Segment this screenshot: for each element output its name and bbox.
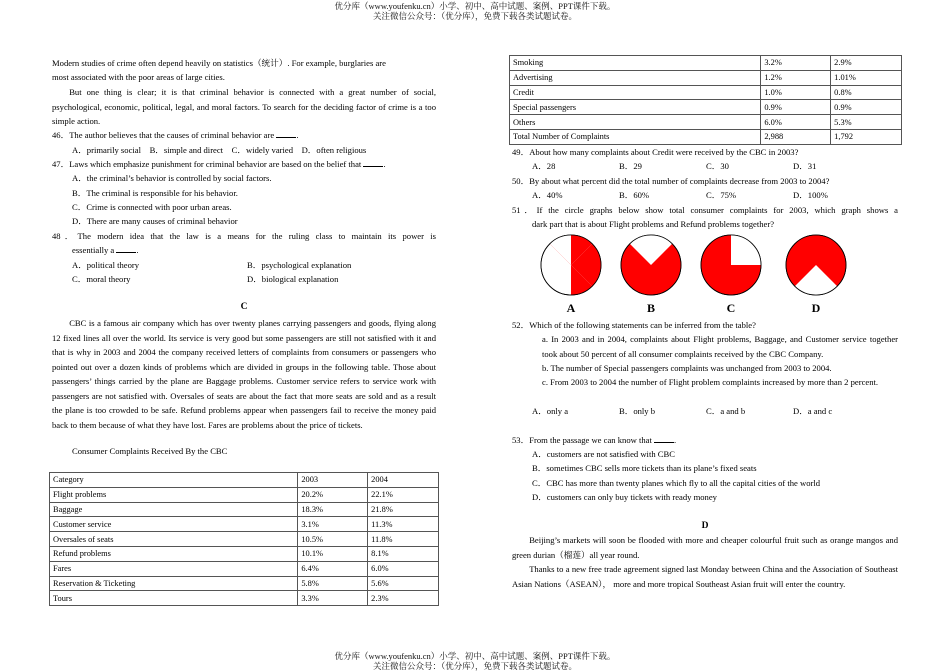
table-row (50, 546, 439, 561)
table-row (50, 502, 439, 517)
table-cell: Advertising (510, 70, 761, 85)
q53-option-c: C．CBC has more than twenty planes which fly to all the capital cities of the world (532, 478, 821, 488)
table-cell: 10.5% (298, 532, 368, 547)
table-row (50, 473, 439, 488)
q50-stem: 50．By about what percent did the total number of complaints decrease from 2003 to 2004? (512, 176, 830, 186)
q48-option-c: C．moral theory (72, 274, 131, 284)
table-cell: 6.0% (368, 561, 439, 576)
q46-blank (276, 128, 296, 138)
table-cell: 2,988 (761, 129, 831, 144)
table-cell: Fares (50, 561, 298, 576)
q49-option-b: B．29 (619, 161, 642, 171)
table-row (510, 85, 902, 100)
circle-graph-c[interactable] (701, 235, 761, 315)
q48-options-row1 (72, 258, 422, 273)
q52-options (532, 404, 880, 419)
q52-option-d: D．a and c (793, 406, 833, 416)
table-row (50, 561, 439, 576)
graph-label-b: B (646, 301, 656, 315)
table-cell: 2.9% (831, 56, 902, 71)
q46-options: A．primarily social B．simple and direct C．widely varied D．often religious (72, 145, 367, 155)
q52-statement-a: a. In 2003 and in 2004, complaints about Flight problems, Baggage, and Customer service together took about 50 percent of all consumer complaints received by the CBC Company. (542, 334, 898, 359)
q52-option-b: B．only b (619, 406, 656, 416)
header-line-2: 关注微信公众号：（优分库），免费下载各类试题试卷。 (372, 11, 577, 21)
q52-option-a: A．only a (532, 406, 569, 416)
q50-option-a: A．40% (532, 190, 563, 200)
circle-graphs (540, 232, 850, 316)
section-d-heading: D (701, 521, 709, 531)
table-cell: 21.8% (368, 502, 439, 517)
table-cell: 3.3% (298, 591, 368, 606)
q48-blank (116, 243, 136, 253)
complaints-table-part1 (49, 472, 439, 606)
table-cell: Others (510, 115, 761, 130)
para1-line1: Modern studies of crime often depend heavily on statistics（统计）. For example, burglaries are (52, 58, 386, 68)
q47-option-d: D．There are many causes of criminal behavior (72, 216, 238, 226)
q50-option-d: D．100% (793, 190, 828, 200)
q49-stem: 49．About how many complaints about Credit were received by the CBC in 2003? (512, 147, 799, 157)
q52-option-c: C．a and b (706, 406, 746, 416)
table-cell: 20.2% (298, 487, 368, 502)
table-cell: 6.0% (761, 115, 831, 130)
table-title: Consumer Complaints Received By the CBC (72, 446, 228, 456)
graph-label-c: C (726, 301, 736, 315)
table-cell: 5.6% (368, 576, 439, 591)
table-cell: 5.8% (298, 576, 368, 591)
q50-options (532, 188, 880, 203)
table-row (510, 70, 902, 85)
q53-stem-text: 53．From the passage we can know that (512, 435, 652, 445)
table-cell: Refund problems (50, 546, 298, 561)
q47-option-b: B．The criminal is responsible for his behavior. (72, 188, 238, 198)
table-cell: 0.8% (831, 85, 902, 100)
q48-option-b: B．psychological explanation (247, 260, 352, 270)
q49-options (532, 159, 880, 174)
q46-stem-text: 46．The author believes that the causes of criminal behavior are (52, 130, 275, 140)
passage-d-para1: Beijing’s markets will soon be flooded with more and cheaper colourful fruit such as orange mangos and green durian（榴莲）all year round. (512, 535, 898, 560)
q53-option-a: A．customers are not satisfied with CBC (532, 449, 675, 459)
q52-stem: 52．Which of the following statements can be inferred from the table? (512, 320, 756, 330)
table-cell: 11.8% (368, 532, 439, 547)
table-cell: 22.1% (368, 487, 439, 502)
table-cell: 0.9% (831, 100, 902, 115)
table-cell: 3.2% (761, 56, 831, 71)
q47-stem: 47．Laws which emphasize punishment for criminal behavior are based on the belief that . (52, 159, 386, 169)
table-cell: 6.4% (298, 561, 368, 576)
table-cell: Special passengers (510, 100, 761, 115)
q53-option-d: D．customers can only buy tickets with ready money (532, 492, 717, 502)
q48-option-d: D．biological explanation (247, 274, 339, 284)
table-cell: 1.01% (831, 70, 902, 85)
table-row (510, 115, 902, 130)
table-cell: 1.0% (761, 85, 831, 100)
q52-statement-b: b. The number of Special passengers complaints was unchanged from 2003 to 2004. (542, 363, 832, 373)
para2: But one thing is clear; it is that criminal behavior is connected with a great number of social, psychological, economic, political, legal, and moral factors. To search for the deciding factor of crime is a too simple action. (52, 87, 436, 126)
complaints-table-part2 (509, 55, 902, 145)
table-row (50, 532, 439, 547)
table-cell: Reservation & Ticketing (50, 576, 298, 591)
q50-option-b: B．60% (619, 190, 650, 200)
q48-options-row2 (72, 272, 422, 287)
q51-stem-2: dark part that is about Flight problems and Refund problems together? (532, 219, 775, 229)
q53-option-b: B．sometimes CBC sells more tickets than its plane’s fixed seats (532, 463, 757, 473)
table-row (510, 100, 902, 115)
q47-option-c: C．Crime is connected with poor urban areas. (72, 202, 232, 212)
table-cell: Customer service (50, 517, 298, 532)
table-cell: Baggage (50, 502, 298, 517)
header-line-1: 优分库（www.youfenku.cn）小学、初中、高中试题、案例、PPT课件下载。 (334, 1, 616, 11)
q53-blank (654, 433, 674, 443)
passage-c: CBC is a famous air company which has over twenty planes carrying passengers and goods, flying along 12 fixed lines all over the world. Its service is very good but some passengers are still not satisfied with it and that is why in 2003 and 2004 the company received letters of complaints from consumers or passengers who pointed out over a dozen kinds of problems which are divided in groups in the following table. Those about passengers’ things carried by the plane are Baggage problems. Customer service refers to service work with passengers are not satisfied with. Oversales of seats are about the fact that more seats are sold and as a result the plane is too crowded to be safe. Refund problems appear when passengers fail to receive the money paid back to them because of what they have lost. Fares are problems about the price of tickets. (52, 318, 436, 430)
table-cell: 10.1% (298, 546, 368, 561)
q49-option-d: D．31 (793, 161, 817, 171)
table-cell: 2003 (298, 473, 368, 488)
footer-line-2: 关注微信公众号：（优分库），免费下载各类试题试卷。 (372, 661, 577, 671)
q51-stem-1: 51．If the circle graphs below show total consumer complaints for 2003, which graph shows a (512, 205, 898, 215)
q49-option-c: C．30 (706, 161, 729, 171)
q50-option-c: C．75% (706, 190, 737, 200)
section-c-heading: C (240, 302, 248, 312)
graph-label-d: D (811, 301, 821, 315)
table-row (510, 129, 902, 144)
table-cell: Credit (510, 85, 761, 100)
table-cell: 1,792 (831, 129, 902, 144)
footer-line-1: 优分库（www.youfenku.cn）小学、初中、高中试题、案例、PPT课件下载。 (334, 651, 616, 661)
table-row (50, 591, 439, 606)
q48-option-a: A．political theory (72, 260, 140, 270)
q52-statement-c: c. From 2003 to 2004 the number of Flight problem complaints increased by more than 2 percent. (542, 377, 879, 387)
page-footer (0, 651, 950, 671)
table-cell: 3.1% (298, 517, 368, 532)
table-row (50, 517, 439, 532)
circle-graph-d[interactable] (786, 235, 846, 315)
page-header (0, 1, 950, 21)
passage-d-para2: Thanks to a new free trade agreement signed last Monday between China and the Association of Southeast Asian Nations（ASEAN）， more and more tropical Southeast Asian fruit will enter the country. (512, 564, 898, 589)
q48-stem2-text: essentially a (72, 245, 115, 255)
table-cell: Tours (50, 591, 298, 606)
q47-blank (363, 157, 383, 167)
graph-label-a: A (566, 301, 576, 315)
q47-option-a: A．the criminal’s behavior is controlled by social factors. (72, 173, 272, 183)
table-cell: Flight problems (50, 487, 298, 502)
table-cell: Smoking (510, 56, 761, 71)
table-row (50, 576, 439, 591)
table-cell: Oversales of seats (50, 532, 298, 547)
table-cell: 0.9% (761, 100, 831, 115)
table-cell: 5.3% (831, 115, 902, 130)
table-cell: 11.3% (368, 517, 439, 532)
table-cell: 18.3% (298, 502, 368, 517)
table-cell: 2004 (368, 473, 439, 488)
table-cell: Total Number of Complaints (510, 129, 761, 144)
circle-graph-b[interactable] (621, 235, 681, 315)
table-cell: 2.3% (368, 591, 439, 606)
q53-stem: 53．From the passage we can know that . (512, 435, 677, 445)
q48-stem-2: essentially a . (72, 245, 139, 255)
q47-stem-text: 47．Laws which emphasize punishment for criminal behavior are based on the belief that (52, 159, 362, 169)
table-cell: 8.1% (368, 546, 439, 561)
q49-option-a: A．28 (532, 161, 556, 171)
circle-graph-a[interactable] (541, 235, 601, 315)
q48-stem: 48．The modern idea that the law is a means for the ruling class to maintain its power is (52, 231, 436, 241)
table-row (50, 487, 439, 502)
q46-stem: 46．The author believes that the causes of criminal behavior are . (52, 130, 299, 140)
table-row (510, 56, 902, 71)
para1-line2: most associated with the poor areas of large cities. (52, 72, 225, 82)
table-cell: Category (50, 473, 298, 488)
table-cell: 1.2% (761, 70, 831, 85)
